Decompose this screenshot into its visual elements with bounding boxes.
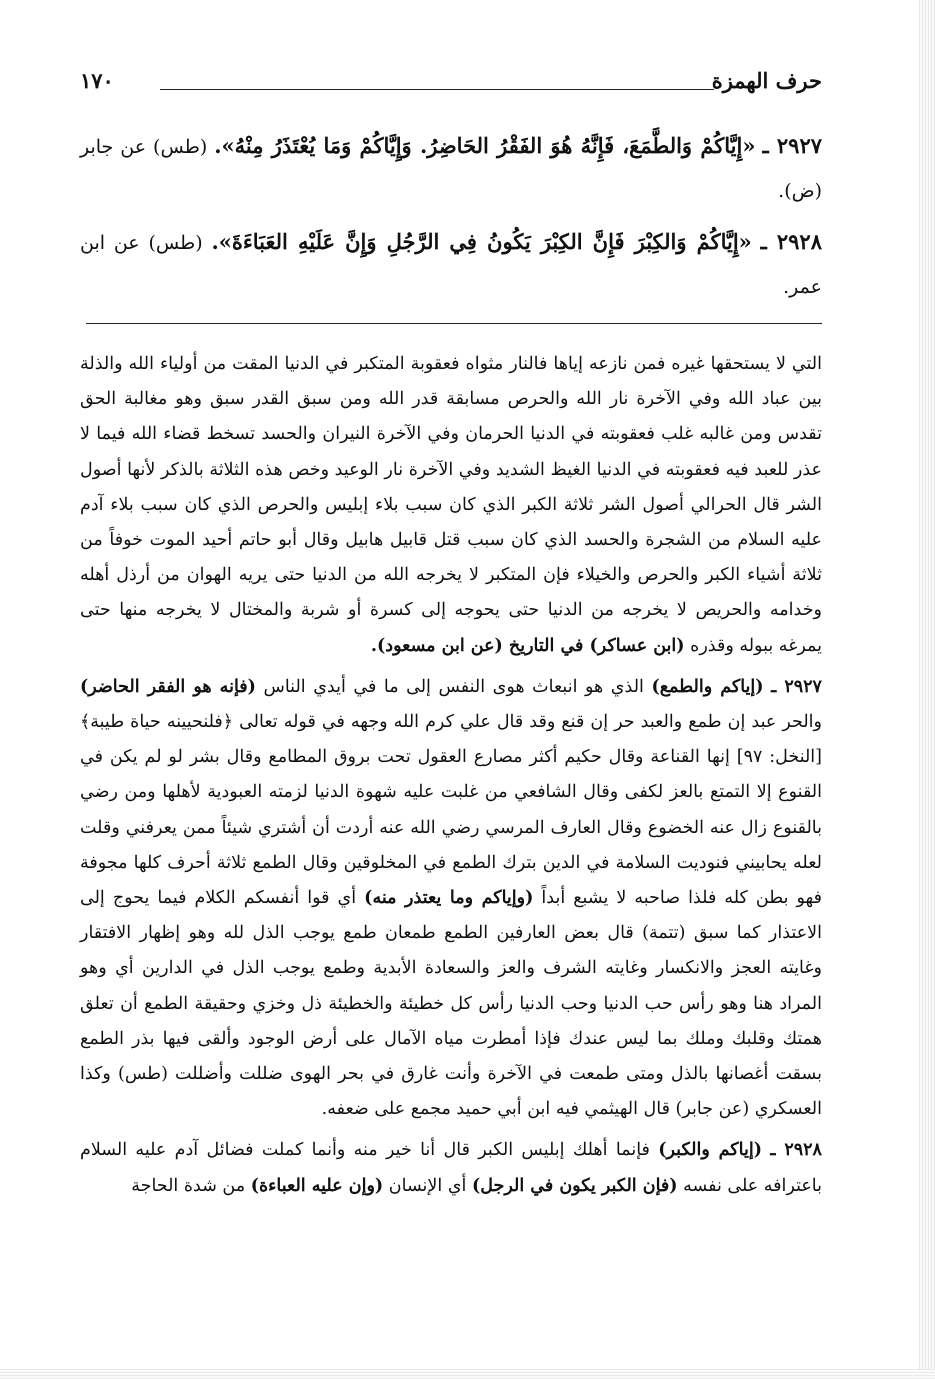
hadith-text: «إِيَّاكُمْ وَالطَّمَعَ، فَإِنَّهُ هُوَ الفَقْرُ الحَاضِرُ. وَإِيَّاكُمْ وَمَا يُعْتَذَرُ مِنْهُ». [214,133,756,158]
lemma: (وإياكم وما يعتذر منه) [364,888,534,909]
lemma: (فإن الكبر يكون في الرجل) [471,1175,678,1196]
commentary-paragraph-2927: ٢٩٢٧ ـ (إياكم والطمع) الذي هو انبعاث هوى النفس إلى ما في أيدي الناس (فإنه هو الفقر الحاضر) والحر عبد إن طمع والعبد حر إن قنع وقد قال علي كرم الله وجهه في قوله تعالى ﴿فلنحيينه حياة طيبة﴾ [النخل: ٩٧] إنها القناعة وقال حكيم أكثر مصارع العقول تحت بروق المطامع وقال بشر لو لم يكن في القنوع إلا التمتع بالعز لكفى وقال الشافعي من غلبت عليه شهوة الدنيا لزمته العبودية لأهلها ومن رضي بالقنوع زال عنه الخضوع وقال العارف المرسي رضي الله عنه أردت أن أشتري شيئاً ممن يعرفني وقلت لعله يحابيني فنوديت السلامة في الدين بترك الطمع في المخلوقين وقال الطمع ثلاثة أحرف كلها مجوفة فهو بطن كله فلذا صاحبه لا يشبع أبداً (وإياكم وما يعتذر منه) أي قوا أنفسكم الكلام فيما يحوج إلى الاعتذار كما سبق (تتمة) قال بعض العارفين الطمع طمعان طمع يوجب الذل لله وهو إظهار الافتقار وغايته العجز والانكسار وغايته الشرف والعز والسعادة الأبدية وطمع يوجب الذل في الدارين أي وهو المراد هنا وهو رأس حب الدنيا وحب الدنيا رأس كل خطيئة والخطيئة ذل وخزي وحقيقة الطمع أن تعلق همتك وقلبك وملك بما ليس عندك فإذا أمطرت مياه الآمال على أرض الوجود وألقى فيها بذر الطمع بسقت أغصانها بالذل ومتى طمعت في الآخرة وأنت غارق في بحر الهوى ضللت وأضللت (طس) وكذا العسكري (عن جابر) قال الهيثمي فيه ابن أبي حميد مجمع على ضعفه. [80,676,822,1120]
hadith-number: ٢٩٢٨ ـ [760,229,822,254]
header-rule [160,89,714,90]
hadith-text: «إِيَّاكُمْ وَالكِبْرَ فَإِنَّ الكِبْرَ يَكُونُ فِي الرَّجُلِ وَإِنَّ عَلَيْهِ العَبَاءَةَ». [211,229,752,254]
footnote-separator [86,323,822,324]
hadith-source: (طس) عن ابن عمر. [80,232,822,298]
commentary-number: ٢٩٢٨ ـ [770,1140,822,1161]
page-edge-shadow [919,0,935,1379]
commentary-source: (ابن عساكر) في التاريخ (عن ابن مسعود). [370,635,685,656]
section-title: حرف الهمزة [711,68,822,93]
commentary-paragraph: التي لا يستحقها غيره فمن نازعه إياها فالنار مثواه فعقوبة المتكبر في الدنيا المقت من أولياء الله والذلة بين عباد الله وفي الآخرة نار الله والحرص مسابقة قدر الله ومن سبق القدر سبق وهو مغالبة الحق تقدس ومن غالبه غلب فعقوبته في الدنيا الحرمان وفي الآخرة النيران والحسد تسخط قضاء الله فيما لا عذر للعبد فيه فعقوبته في الدنيا الغيظ الشديد وفي الآخرة نار الوعيد وخص هذه الثلاثة بالذكر لأنها أصول الشر قال الحرالي أصول الشر ثلاثة الكبر الذي كان سبب بلاء إبليس والحرص الذي كان سبب بلاء آدم عليه السلام من الشجرة والحسد الذي كان سبب قتل قابيل هابيل وقال أبو حاتم أحيد الموت خوفاً من ثلاثة أشياء الكبر والحرص والخيلاء فإن المتكبر لا يخرجه الله من الدنيا حتى يريه الهوان من أرذل أهله وخدامه والحريص لا يخرجه من الدنيا حتى يحوجه إلى كسرة أو شربة والمختال لا يخرجه منها حتى يمرغه ببوله وقذره (ابن عساكر) في التاريخ (عن ابن مسعود). [80,354,822,656]
lemma: (فإنه هو الفقر الحاضر) [80,676,256,697]
hadith-2928 [80,220,822,309]
lemma: (وإن عليه العباءة) [250,1175,384,1196]
hadith-source: (طس) عن جابر (ض). [80,136,822,202]
page-edge-bottom [0,1369,935,1379]
running-header [80,60,822,100]
commentary-number: ٢٩٢٧ ـ [771,676,822,697]
hadith-number: ٢٩٢٧ ـ [762,133,823,158]
lemma: (إياكم والطمع) [651,676,764,697]
lemma: (إياكم والكبر) [658,1140,762,1161]
page-number: ١٧٠ [80,68,114,93]
commentary [80,347,822,1204]
hadith-2927 [80,124,822,213]
commentary-paragraph-2928: ٢٩٢٨ ـ (إياكم والكبر) فإنما أهلك إبليس الكبر قال أنا خير منه وأنما كملت فضائل آدم عليه السلام باعترافه على نفسه (فإن الكبر يكون في الرجل) أي الإنسان (وإن عليه العباءة) من شدة الحاجة [80,1140,822,1196]
